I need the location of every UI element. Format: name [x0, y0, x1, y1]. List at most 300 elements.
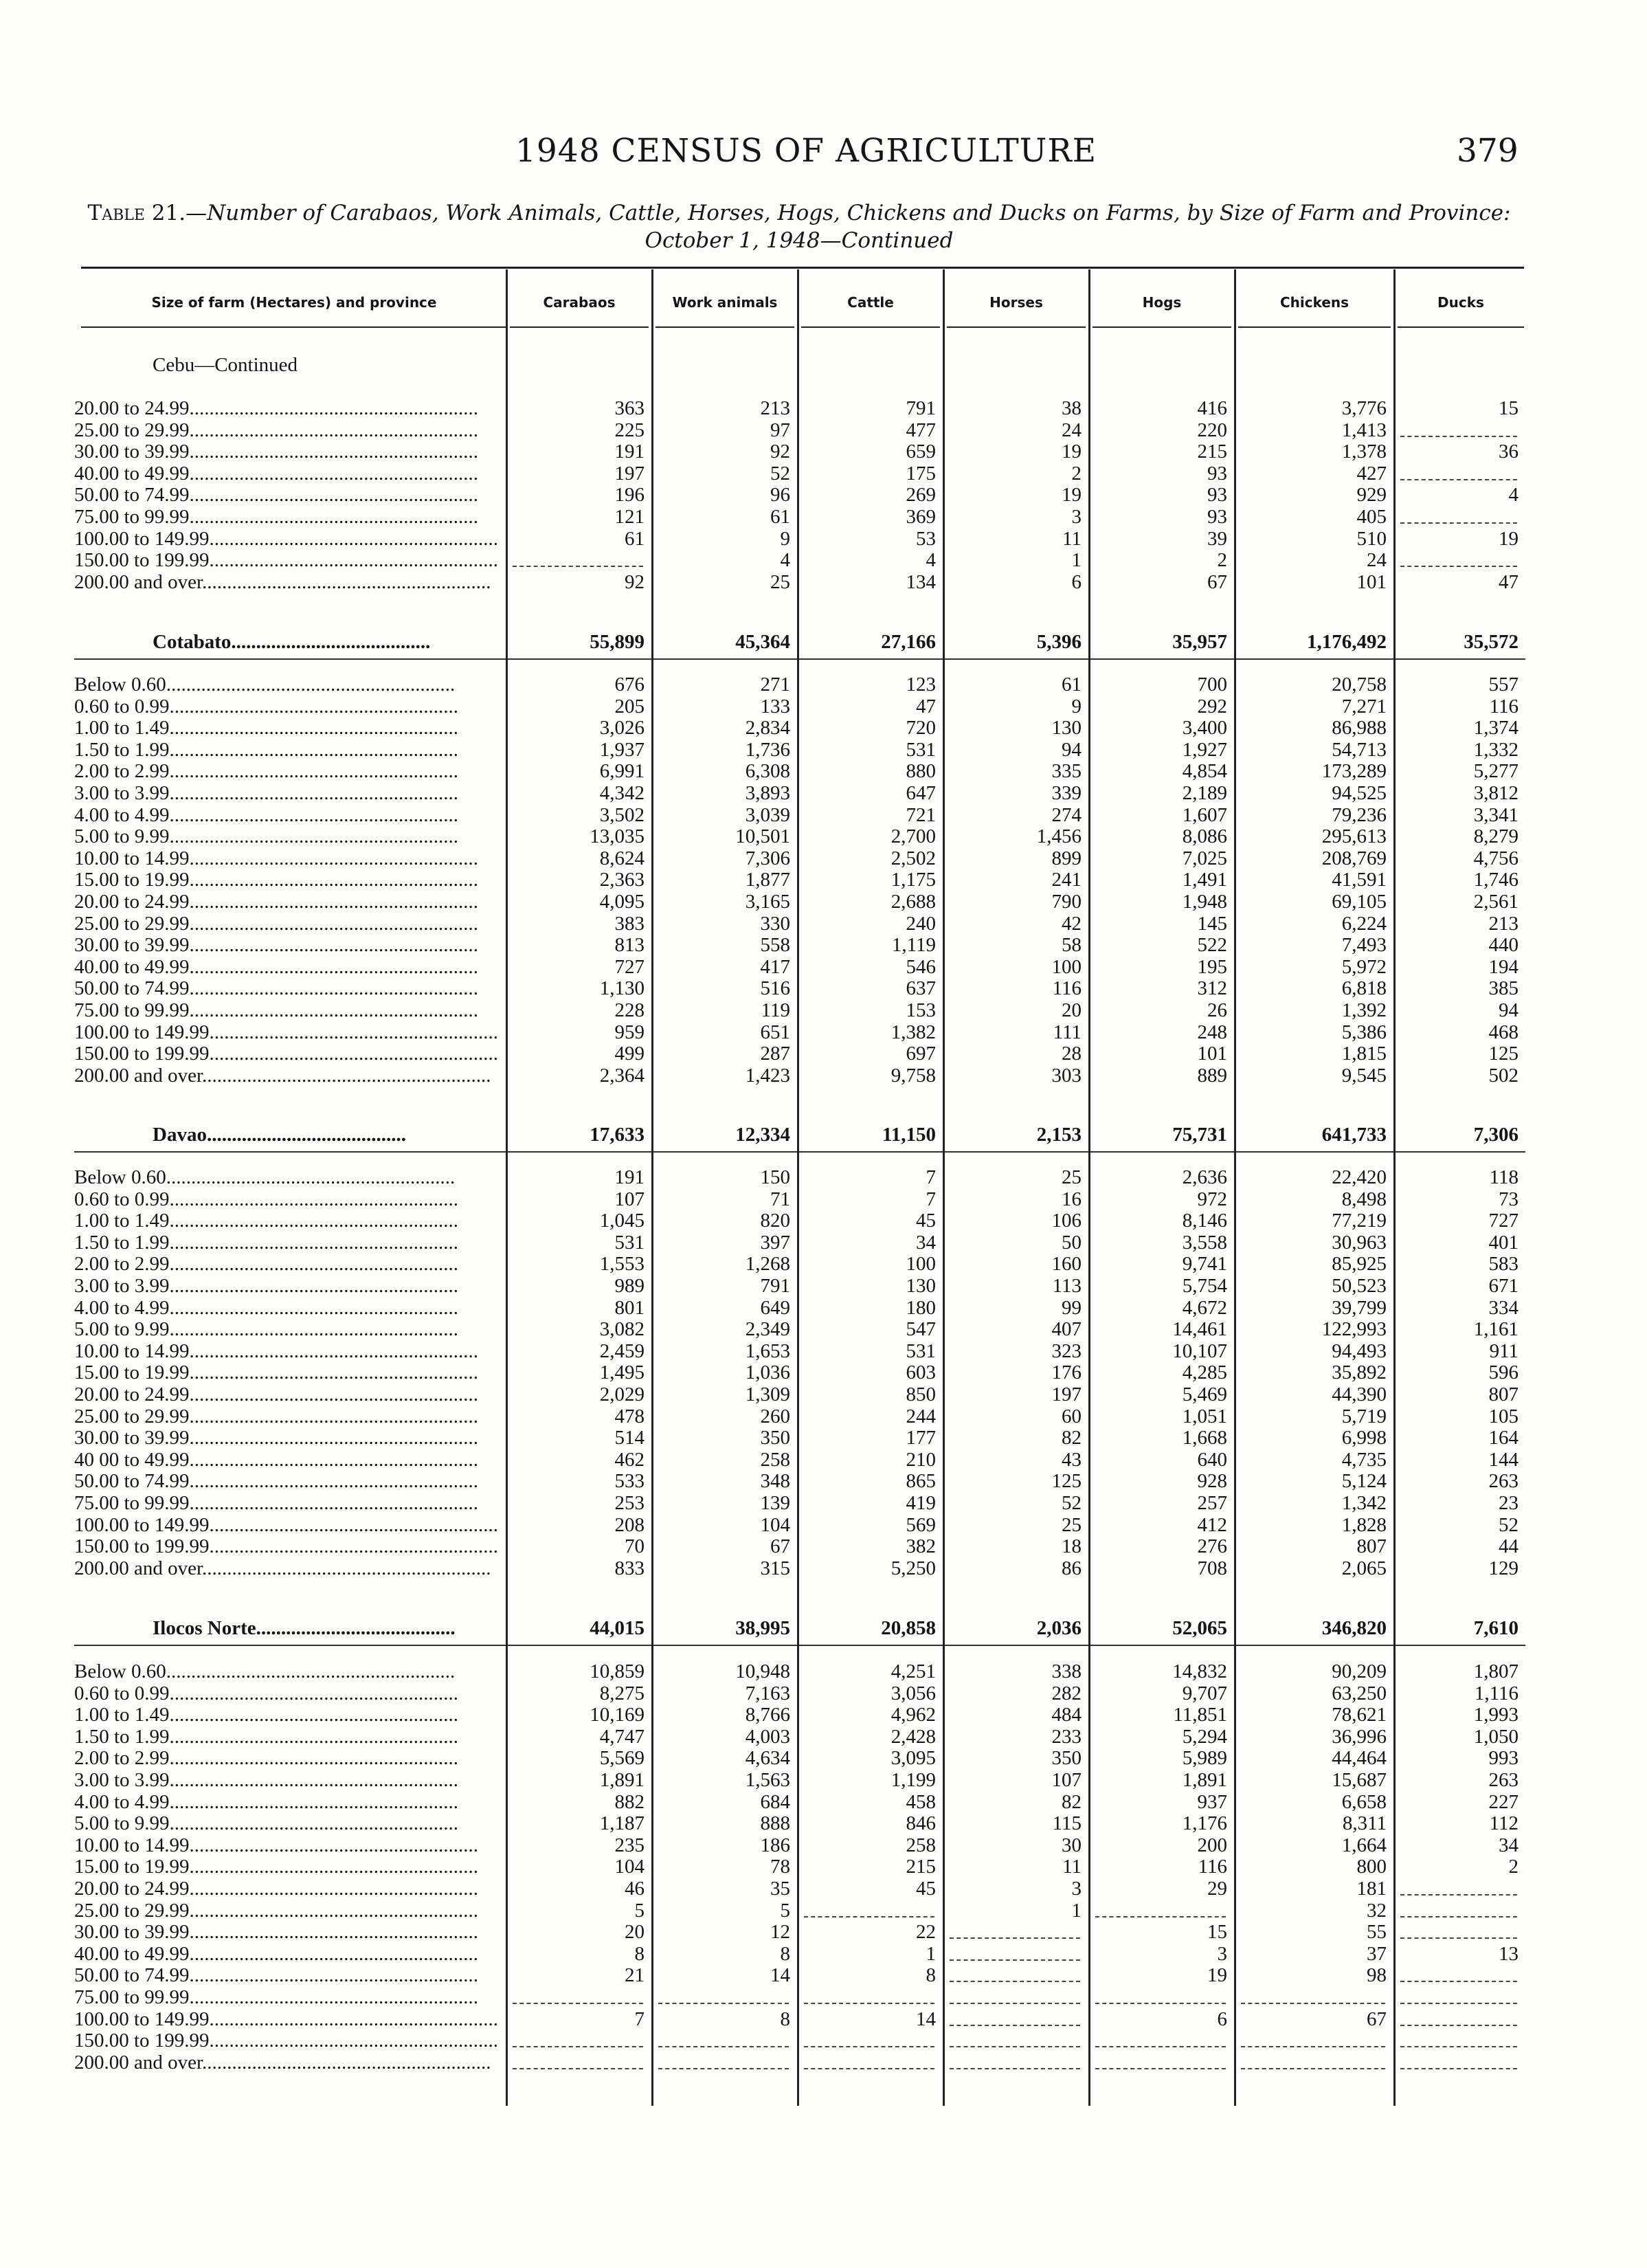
empty-cell-leader — [1400, 479, 1517, 480]
cell-horses: 86 — [1062, 1557, 1082, 1579]
size-class-label: 1.00 to 1.49.......................................................... — [74, 1210, 459, 1232]
cell-work-animals: 271 — [760, 674, 790, 696]
size-class-label: 20.00 to 24.99.......................................................... — [74, 1878, 479, 1900]
cell-horses: 30 — [1062, 1834, 1082, 1856]
cell-hogs: 248 — [1197, 1021, 1227, 1043]
cell-cattle: 637 — [906, 977, 936, 1000]
table-row — [0, 1470, 1647, 1492]
province-row — [0, 354, 1647, 384]
cell-carabaos: 3,082 — [599, 1318, 645, 1341]
cell-carabaos: 253 — [614, 1492, 645, 1514]
cell-cattle: 2,688 — [890, 891, 936, 913]
cell-cattle: 47 — [916, 695, 936, 718]
cell-chickens: 5,124 — [1341, 1470, 1387, 1493]
cell-carabaos: 363 — [614, 397, 645, 419]
empty-cell-leader — [513, 2068, 643, 2069]
total-cattle: 11,150 — [882, 1124, 936, 1146]
cell-carabaos: 8,275 — [599, 1682, 645, 1704]
cell-hogs: 1,176 — [1182, 1812, 1227, 1835]
cell-hogs: 2,189 — [1182, 782, 1227, 804]
cell-cattle: 3,095 — [890, 1747, 936, 1770]
cell-work-animals: 25 — [770, 570, 790, 593]
total-horses: 2,153 — [1036, 1124, 1082, 1146]
table-row — [0, 397, 1647, 419]
cell-hogs: 928 — [1197, 1470, 1227, 1493]
cell-cattle: 5,250 — [890, 1557, 936, 1579]
cell-work-animals: 6,308 — [745, 760, 790, 783]
cell-ducks: 34 — [1499, 1834, 1519, 1856]
size-class-label: 30.00 to 39.99.......................................................... — [74, 934, 479, 957]
table-row — [0, 977, 1647, 999]
cell-work-animals: 52 — [770, 462, 790, 485]
size-class-label: Below 0.60.......................................................... — [74, 1660, 456, 1682]
cell-hogs: 3,558 — [1182, 1231, 1227, 1254]
size-class-label: 75.00 to 99.99.......................................................... — [74, 999, 479, 1021]
cell-chickens: 208,769 — [1321, 847, 1387, 869]
size-class-label: 20.00 to 24.99.......................................................... — [74, 1383, 479, 1405]
total-underline — [1396, 658, 1525, 660]
cell-ducks: 263 — [1488, 1470, 1519, 1493]
cell-ducks: 44 — [1499, 1535, 1519, 1558]
cell-ducks: 19 — [1499, 527, 1519, 550]
cell-ducks: 385 — [1488, 977, 1519, 1000]
size-class-label: 25.00 to 29.99.......................................................... — [74, 419, 479, 441]
table-row — [0, 2030, 1647, 2052]
cell-carabaos: 5 — [634, 1899, 645, 1922]
cell-work-animals: 10,501 — [735, 825, 790, 848]
cell-horses: 100 — [1051, 955, 1082, 978]
cell-cattle: 134 — [906, 570, 936, 593]
cell-chickens: 1,342 — [1341, 1492, 1387, 1514]
cell-chickens: 181 — [1356, 1878, 1387, 1900]
cell-carabaos: 46 — [625, 1878, 645, 1900]
cell-work-animals: 397 — [760, 1231, 790, 1254]
cell-carabaos: 2,363 — [599, 869, 645, 891]
size-class-label: 200.00 and over.......................................................... — [74, 1557, 491, 1579]
cell-chickens: 20,758 — [1332, 674, 1387, 696]
cell-carabaos: 813 — [614, 934, 645, 957]
cell-work-animals: 35 — [770, 1878, 790, 1900]
size-class-label: 4.00 to 4.99.......................................................... — [74, 803, 459, 826]
cell-hogs: 101 — [1197, 1043, 1227, 1065]
cell-hogs: 200 — [1197, 1834, 1227, 1856]
cell-chickens: 6,224 — [1341, 912, 1387, 935]
total-horses: 2,036 — [1036, 1617, 1082, 1639]
cell-work-animals: 10,948 — [735, 1660, 790, 1682]
cell-horses: 61 — [1062, 674, 1082, 696]
size-class-label: 30.00 to 39.99.......................................................... — [74, 1427, 479, 1449]
cell-chickens: 5,386 — [1341, 1021, 1387, 1043]
total-ducks: 7,306 — [1473, 1124, 1519, 1146]
table-row — [0, 1361, 1647, 1383]
cell-work-animals: 417 — [760, 955, 790, 978]
cell-work-animals: 139 — [760, 1492, 790, 1514]
total-underline — [508, 1645, 651, 1646]
page-title: 1948 CENSUS OF AGRICULTURE — [515, 132, 1097, 170]
size-class-label: 25.00 to 29.99.......................................................... — [74, 1899, 479, 1922]
cell-chickens: 94,493 — [1332, 1339, 1387, 1362]
table-row — [0, 441, 1647, 463]
cell-chickens: 69,105 — [1332, 891, 1387, 913]
total-underline — [653, 658, 797, 660]
province-name: Ilocos Norte........................................ — [153, 1617, 456, 1639]
cell-hogs: 195 — [1197, 955, 1227, 978]
cell-ducks: 73 — [1499, 1188, 1519, 1210]
empty-cell-leader — [1241, 2068, 1385, 2069]
table-row — [0, 1943, 1647, 1965]
cell-horses: 18 — [1062, 1535, 1082, 1558]
cell-hogs: 5,469 — [1182, 1383, 1227, 1405]
table-row — [0, 696, 1647, 718]
cell-cattle: 45 — [916, 1210, 936, 1232]
size-class-label: 100.00 to 149.99.......................................................... — [74, 527, 499, 550]
cell-horses: 11 — [1062, 527, 1082, 550]
cell-work-animals: 684 — [760, 1790, 790, 1813]
cell-work-animals: 9 — [780, 527, 790, 550]
cell-carabaos: 383 — [614, 912, 645, 935]
table-row — [0, 1660, 1647, 1682]
cell-ducks: 401 — [1488, 1231, 1519, 1254]
cell-chickens: 77,219 — [1332, 1210, 1387, 1232]
table-row — [0, 1253, 1647, 1275]
table-row — [0, 956, 1647, 978]
cell-cattle: 269 — [906, 484, 936, 507]
cell-cattle: 720 — [906, 717, 936, 740]
size-class-label: 50.00 to 74.99.......................................................... — [74, 1470, 479, 1493]
size-class-label: 2.00 to 2.99.......................................................... — [74, 1747, 459, 1770]
size-class-label: 10.00 to 14.99.......................................................... — [74, 847, 479, 869]
cell-cattle: 123 — [906, 674, 936, 696]
cell-cattle: 8 — [926, 1964, 936, 1987]
cell-hogs: 7,025 — [1182, 847, 1227, 869]
cell-ducks: 1,116 — [1474, 1682, 1519, 1704]
table-row — [0, 999, 1647, 1021]
table-row — [0, 869, 1647, 891]
table-row — [0, 1405, 1647, 1427]
column-header-hogs: Hogs — [1142, 294, 1182, 311]
table-label: Table 21.— — [87, 201, 208, 225]
size-class-label: 75.00 to 99.99.......................................................... — [74, 1492, 479, 1514]
cell-ducks: 596 — [1488, 1361, 1519, 1384]
cell-horses: 241 — [1051, 869, 1082, 891]
table-row — [0, 1297, 1647, 1319]
table-row — [0, 934, 1647, 956]
cell-cattle: 215 — [906, 1856, 936, 1878]
cell-hogs: 9,707 — [1182, 1682, 1227, 1704]
total-chickens: 641,733 — [1321, 1124, 1387, 1146]
cell-horses: 111 — [1053, 1021, 1082, 1043]
size-class-label: 20.00 to 24.99.......................................................... — [74, 891, 479, 913]
province-row — [0, 1124, 1647, 1154]
size-class-label: 0.60 to 0.99.......................................................... — [74, 1188, 459, 1210]
cell-cattle: 850 — [906, 1383, 936, 1405]
cell-horses: 42 — [1062, 912, 1082, 935]
cell-hogs: 700 — [1197, 674, 1227, 696]
table-row — [0, 1535, 1647, 1557]
empty-cell-leader — [1400, 1916, 1517, 1917]
cell-hogs: 276 — [1197, 1535, 1227, 1558]
size-class-label: 3.00 to 3.99.......................................................... — [74, 782, 459, 804]
total-underline — [799, 1151, 943, 1153]
cell-horses: 176 — [1051, 1361, 1082, 1384]
size-class-label: 30.00 to 39.99.......................................................... — [74, 1921, 479, 1944]
cell-horses: 11 — [1062, 1856, 1082, 1878]
cell-ducks: 47 — [1499, 570, 1519, 593]
table-row — [0, 528, 1647, 550]
cell-ducks: 911 — [1489, 1339, 1519, 1362]
cell-hogs: 257 — [1197, 1492, 1227, 1514]
size-class-label: 0.60 to 0.99.......................................................... — [74, 695, 459, 718]
cell-hogs: 5,754 — [1182, 1275, 1227, 1297]
table-row — [0, 804, 1647, 826]
size-class-label: 5.00 to 9.99.......................................................... — [74, 825, 459, 848]
size-class-label: 1.00 to 1.49.......................................................... — [74, 717, 459, 740]
cell-cattle: 880 — [906, 760, 936, 783]
size-class-label: 30.00 to 39.99.......................................................... — [74, 441, 479, 463]
cell-cattle: 177 — [906, 1427, 936, 1449]
size-class-label: 150.00 to 199.99.......................................................... — [74, 2030, 499, 2052]
cell-carabaos: 6,991 — [599, 760, 645, 783]
table-row — [0, 1812, 1647, 1834]
total-underline — [945, 1645, 1088, 1646]
cell-work-animals: 1,036 — [745, 1361, 790, 1384]
size-class-label: 3.00 to 3.99.......................................................... — [74, 1275, 459, 1297]
cell-work-animals: 558 — [760, 934, 790, 957]
cell-work-animals: 330 — [760, 912, 790, 935]
cell-carabaos: 104 — [614, 1856, 645, 1878]
cell-ducks: 112 — [1489, 1812, 1519, 1835]
total-underline — [74, 658, 506, 660]
cell-carabaos: 10,859 — [590, 1660, 645, 1682]
empty-cell-leader — [1400, 566, 1517, 567]
cell-carabaos: 205 — [614, 695, 645, 718]
cell-horses: 3 — [1071, 1878, 1082, 1900]
cell-hogs: 972 — [1197, 1188, 1227, 1210]
cell-work-animals: 8 — [780, 1942, 790, 1965]
page-number: 379 — [1457, 132, 1519, 170]
cell-cattle: 180 — [906, 1296, 936, 1319]
cell-cattle: 546 — [906, 955, 936, 978]
cell-ducks: 1,807 — [1473, 1660, 1519, 1682]
cell-chickens: 1,828 — [1341, 1513, 1387, 1536]
cell-hogs: 6 — [1217, 2008, 1227, 2030]
size-class-label: 40 00 to 49.99.......................................................... — [74, 1448, 479, 1471]
cell-horses: 106 — [1051, 1210, 1082, 1232]
cell-ducks: 727 — [1488, 1210, 1519, 1232]
cell-work-animals: 8,766 — [745, 1704, 790, 1726]
total-carabaos: 17,633 — [590, 1124, 645, 1146]
cell-hogs: 522 — [1197, 934, 1227, 957]
cell-work-animals: 12 — [770, 1921, 790, 1944]
cell-chickens: 7,493 — [1341, 934, 1387, 957]
cell-cattle: 153 — [906, 999, 936, 1021]
cell-ducks: 164 — [1488, 1427, 1519, 1449]
cell-hogs: 937 — [1197, 1790, 1227, 1813]
cell-horses: 38 — [1062, 397, 1082, 419]
cell-horses: 24 — [1062, 419, 1082, 441]
cell-hogs: 1,668 — [1182, 1427, 1227, 1449]
cell-chickens: 86,988 — [1332, 717, 1387, 740]
cell-horses: 82 — [1062, 1427, 1082, 1449]
cell-carabaos: 882 — [614, 1790, 645, 1813]
table-row — [0, 1340, 1647, 1362]
table-title: Number of Carabaos, Work Animals, Cattle, Horses, Hogs, Chickens and Ducks on Farms, by Size of Farm and Province: October 1, 1948—Continued — [207, 201, 1511, 253]
total-hogs: 75,731 — [1172, 1124, 1227, 1146]
cell-hogs: 5,294 — [1182, 1725, 1227, 1748]
cell-cattle: 130 — [906, 1275, 936, 1297]
table-row — [0, 1210, 1647, 1232]
total-carabaos: 55,899 — [590, 631, 645, 653]
cell-chickens: 78,621 — [1332, 1704, 1387, 1726]
cell-cattle: 547 — [906, 1318, 936, 1341]
cell-hogs: 215 — [1197, 441, 1227, 463]
cell-chickens: 54,713 — [1332, 738, 1387, 761]
cell-horses: 790 — [1051, 891, 1082, 913]
total-underline — [1090, 658, 1234, 660]
total-underline — [945, 658, 1088, 660]
size-class-label: 1.50 to 1.99.......................................................... — [74, 1231, 459, 1254]
cell-carabaos: 727 — [614, 955, 645, 978]
cell-hogs: 10,107 — [1172, 1339, 1227, 1362]
cell-work-animals: 287 — [760, 1043, 790, 1065]
total-cattle: 20,858 — [881, 1617, 936, 1639]
cell-chickens: 295,613 — [1321, 825, 1387, 848]
cell-chickens: 3,776 — [1341, 397, 1387, 419]
table-row — [0, 1878, 1647, 1900]
cell-horses: 3 — [1071, 506, 1082, 528]
cell-chickens: 90,209 — [1332, 1660, 1387, 1682]
cell-horses: 99 — [1062, 1296, 1082, 1319]
empty-cell-leader — [804, 2046, 934, 2047]
total-cattle: 27,166 — [881, 631, 936, 653]
cell-hogs: 93 — [1207, 506, 1227, 528]
table-row — [0, 463, 1647, 485]
cell-ducks: 227 — [1488, 1790, 1519, 1813]
cell-work-animals: 2,834 — [745, 717, 790, 740]
cell-ducks: 4,756 — [1473, 847, 1519, 869]
table-row — [0, 782, 1647, 804]
cell-ducks: 15 — [1499, 397, 1519, 419]
table-row — [0, 571, 1647, 593]
cell-ducks: 1,050 — [1473, 1725, 1519, 1748]
cell-chickens: 44,464 — [1332, 1747, 1387, 1770]
cell-hogs: 312 — [1197, 977, 1227, 1000]
cell-work-animals: 315 — [760, 1557, 790, 1579]
empty-cell-leader — [658, 2046, 789, 2047]
cell-carabaos: 121 — [614, 506, 645, 528]
cell-chickens: 24 — [1367, 549, 1387, 572]
size-class-label: 50.00 to 74.99.......................................................... — [74, 484, 479, 507]
cell-ducks: 4 — [1508, 484, 1519, 507]
cell-hogs: 39 — [1207, 527, 1227, 550]
size-class-label: 3.00 to 3.99.......................................................... — [74, 1769, 459, 1791]
cell-ducks: 36 — [1499, 441, 1519, 463]
cell-work-animals: 14 — [770, 1964, 790, 1987]
cell-carabaos: 70 — [625, 1535, 645, 1558]
cell-horses: 125 — [1051, 1470, 1082, 1493]
province-name: Cebu—Continued — [153, 354, 298, 376]
total-horses: 5,396 — [1036, 631, 1082, 653]
total-ducks: 35,572 — [1464, 631, 1519, 653]
table-row — [0, 1747, 1647, 1769]
cell-work-animals: 3,039 — [745, 803, 790, 826]
cell-carabaos: 4,342 — [599, 782, 645, 804]
total-underline — [1090, 1151, 1234, 1153]
cell-hogs: 14,461 — [1172, 1318, 1227, 1341]
cell-ducks: 671 — [1488, 1275, 1519, 1297]
total-ducks: 7,610 — [1473, 1617, 1519, 1639]
size-class-label: 150.00 to 199.99.......................................................... — [74, 549, 499, 572]
total-chickens: 1,176,492 — [1307, 631, 1387, 653]
empty-cell-leader — [1400, 1981, 1517, 1982]
total-carabaos: 44,015 — [590, 1617, 645, 1639]
empty-cell-leader — [658, 2003, 789, 2004]
total-underline — [653, 1151, 797, 1153]
table-row — [0, 1427, 1647, 1449]
cell-ducks: 3,812 — [1473, 782, 1519, 804]
total-underline — [1396, 1151, 1525, 1153]
table-row — [0, 847, 1647, 869]
cell-horses: 1,456 — [1036, 825, 1082, 848]
cell-carabaos: 4,747 — [599, 1725, 645, 1748]
empty-cell-leader — [1400, 1937, 1517, 1939]
cell-horses: 335 — [1051, 760, 1082, 783]
cell-hogs: 2,636 — [1182, 1166, 1227, 1188]
table-row — [0, 1769, 1647, 1791]
cell-cattle: 2,700 — [890, 825, 936, 848]
table-row — [0, 1791, 1647, 1813]
cell-ducks: 3,341 — [1473, 803, 1519, 826]
cell-carabaos: 8,624 — [599, 847, 645, 869]
cell-work-animals: 7,306 — [745, 847, 790, 869]
cell-hogs: 2 — [1217, 549, 1227, 572]
cell-carabaos: 196 — [614, 484, 645, 507]
cell-cattle: 2,502 — [890, 847, 936, 869]
column-header-work-animals: Work animals — [672, 294, 778, 311]
cell-ducks: 334 — [1488, 1296, 1519, 1319]
cell-carabaos: 533 — [614, 1470, 645, 1493]
size-class-label: 5.00 to 9.99.......................................................... — [74, 1318, 459, 1341]
empty-cell-leader — [1400, 2046, 1517, 2047]
empty-cell-leader — [1095, 2003, 1226, 2004]
cell-ducks: 13 — [1499, 1942, 1519, 1965]
cell-cattle: 647 — [906, 782, 936, 804]
cell-chickens: 55 — [1367, 1921, 1387, 1944]
size-class-label: 75.00 to 99.99.......................................................... — [74, 1986, 479, 2008]
size-class-label: 200.00 and over.......................................................... — [74, 570, 491, 593]
cell-carabaos: 833 — [614, 1557, 645, 1579]
cell-chickens: 510 — [1356, 527, 1387, 550]
cell-work-animals: 4,003 — [745, 1725, 790, 1748]
cell-carabaos: 197 — [614, 462, 645, 485]
cell-carabaos: 3,026 — [599, 717, 645, 740]
cell-ducks: 440 — [1488, 934, 1519, 957]
empty-cell-leader — [1400, 2003, 1517, 2004]
cell-chickens: 50,523 — [1332, 1275, 1387, 1297]
cell-cattle: 865 — [906, 1470, 936, 1493]
cell-carabaos: 801 — [614, 1296, 645, 1319]
cell-horses: 282 — [1051, 1682, 1082, 1704]
size-class-label: 25.00 to 29.99.......................................................... — [74, 1405, 479, 1427]
table-row — [0, 506, 1647, 528]
cell-work-animals: 4 — [780, 549, 790, 572]
table-row — [0, 1986, 1647, 2008]
cell-chickens: 405 — [1356, 506, 1387, 528]
size-class-label: 15.00 to 19.99.......................................................... — [74, 1361, 479, 1384]
cell-hogs: 11,851 — [1173, 1704, 1227, 1726]
cell-work-animals: 92 — [770, 441, 790, 463]
size-class-label: 25.00 to 29.99.......................................................... — [74, 912, 479, 935]
